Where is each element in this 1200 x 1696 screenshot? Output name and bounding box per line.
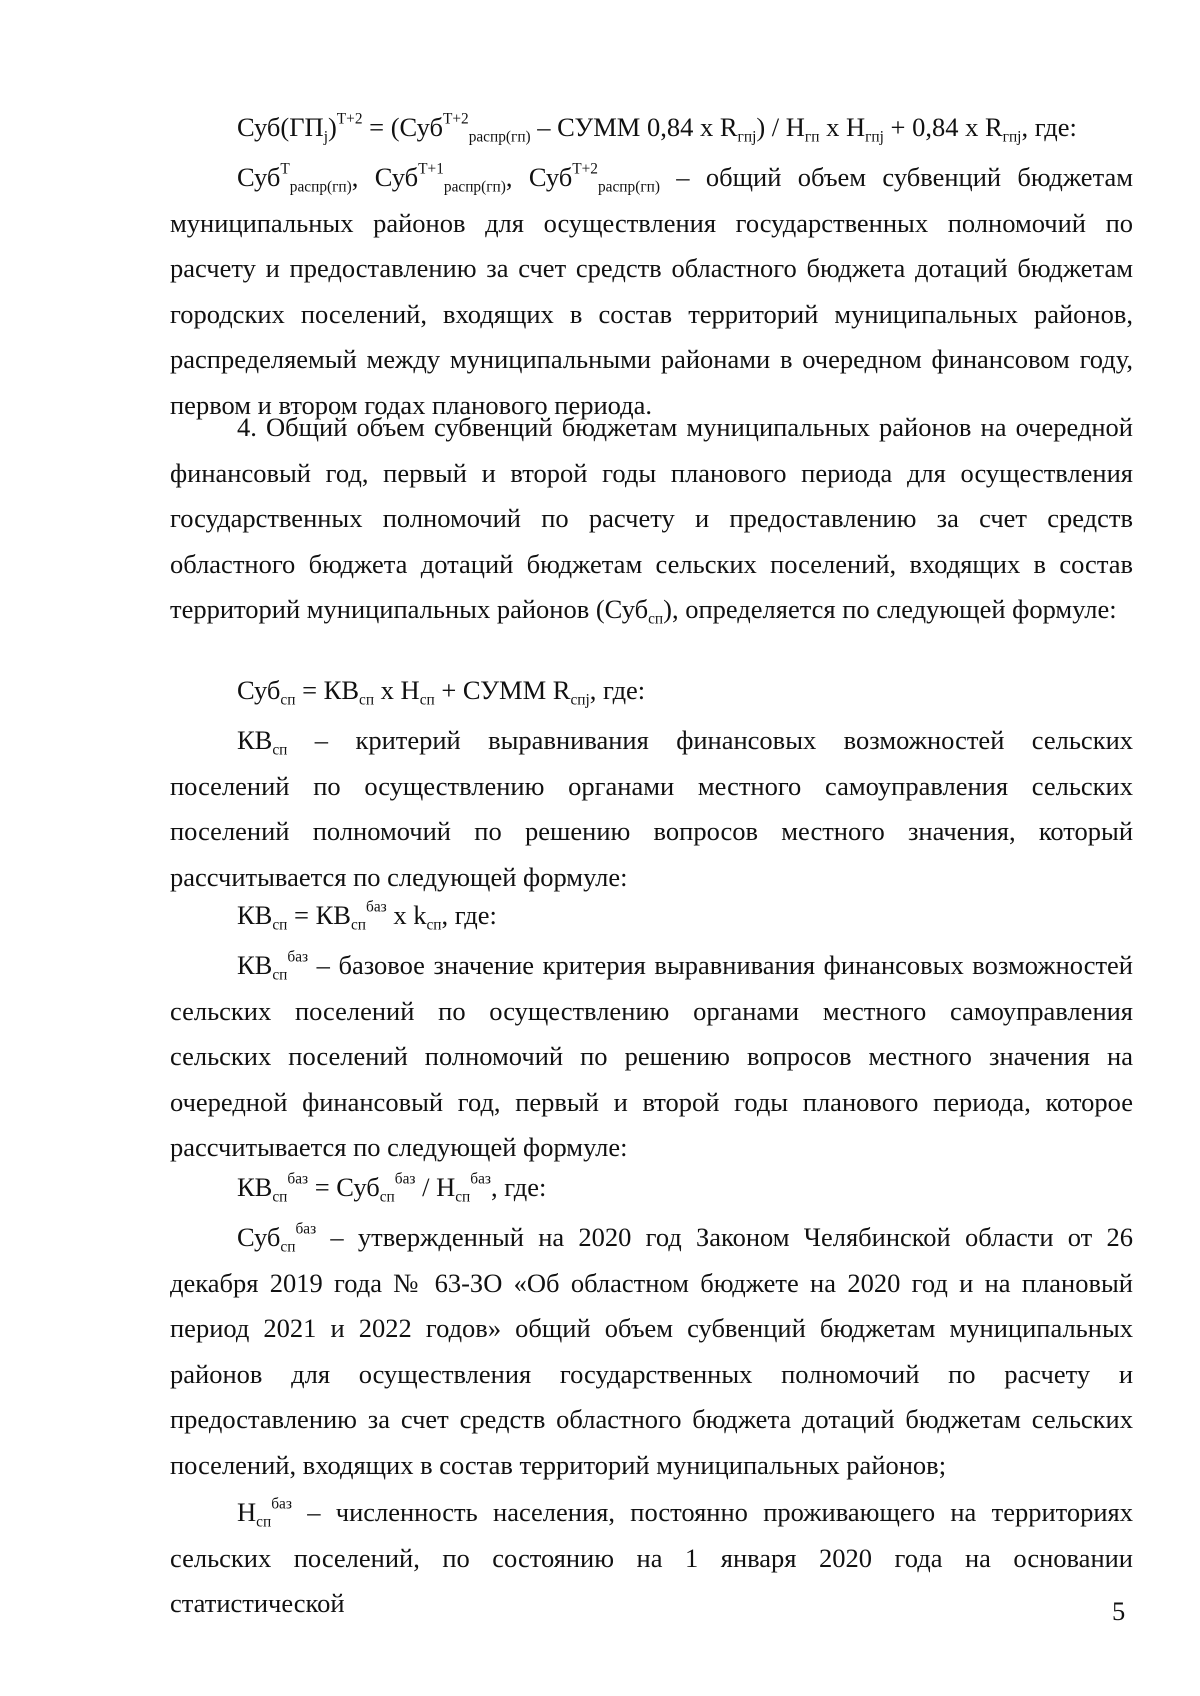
formula-subscript: гпj [1002, 128, 1022, 146]
formula-text: + 0,84 x R [883, 112, 1003, 142]
paragraph-definition-kv-base [170, 943, 1133, 1171]
formula-subscript: сп [426, 916, 442, 934]
formula-subscript: сп [280, 691, 296, 709]
paragraph-text: – общий объем субвенций бюджетам муниципальных районов для осуществления государственных полномочий по расчету и предоставлению за счет средств областного бюджета дотаций бюджетам городских поселений, входящих в состав территорий муниципальных районов, распределяемый между муниципальными районами в очередном финансовом году, первом и втором годах планового периода. [170, 162, 1134, 420]
formula-subscript: сп [359, 691, 375, 709]
term-subscript: распр(гп) [289, 178, 352, 196]
formula-text: Суб(ГП [237, 112, 324, 142]
formula-subscript: спj [570, 691, 590, 709]
formula-text: + СУММ R [434, 675, 571, 705]
term-subscript: сп [272, 966, 288, 984]
formula-superscript: баз [394, 1170, 416, 1188]
term-text: , Суб [351, 162, 419, 192]
formula-subscript: гп [804, 128, 820, 146]
formula-superscript: Т+2 [442, 110, 469, 128]
formula-text: x k [386, 900, 427, 930]
formula-subsidy-sp [237, 675, 646, 709]
formula-text: Суб [237, 675, 281, 705]
formula-superscript: Т+2 [336, 110, 363, 128]
term-superscript: баз [287, 948, 309, 966]
term-text: , Суб [505, 162, 573, 192]
formula-subscript: j [323, 128, 328, 146]
formula-subscript: гпj [737, 128, 757, 146]
paragraph-definition-sub-base [170, 1215, 1133, 1489]
formula-subscript: сп [455, 1188, 471, 1206]
term-subscript: сп [280, 1238, 296, 1256]
formula-superscript: баз [366, 898, 387, 916]
paragraph-definition-population-base [170, 1490, 1133, 1627]
term-superscript: Т+2 [572, 160, 598, 178]
paragraph-definition-subsidies-gp [170, 155, 1133, 429]
paragraph-text: – утвержденный на 2020 год Законом Челябинской области от 26 декабря 2019 года № 63-ЗО «Об областном бюджете на 2020 год и на плановый период 2021 и 2022 годов» общий объем субвенций бюджетам муниципальных районов для осуществления государственных полномочий по расчету и предоставлению за счет средств областного бюджета дотаций бюджетам сельских поселений, входящих в состав территорий муниципальных районов; [170, 1222, 1133, 1480]
term-superscript: Т [280, 160, 290, 178]
formula-text: x Н [374, 675, 420, 705]
term-text: Суб [237, 1222, 281, 1252]
formula-subscript: сп [272, 916, 288, 934]
term-text: КВ [237, 950, 273, 980]
formula-subscript: сп [379, 1188, 395, 1206]
formula-superscript: баз [287, 1170, 309, 1188]
formula-text: , где: [589, 675, 646, 705]
formula-subscript: сп [272, 1188, 288, 1206]
formula-text: ) [327, 112, 337, 142]
paragraph-item-4 [170, 405, 1133, 633]
formula-text: x Н [819, 112, 866, 142]
term-superscript: Т+1 [418, 160, 444, 178]
formula-text: = КВ [295, 675, 359, 705]
formula-text: КВ [237, 900, 273, 930]
paragraph-text: – численность населения, постоянно проживающего на территориях сельских поселений, по состоянию на 1 января 2020 года на основании статистической [170, 1497, 1133, 1619]
formula-text: , где: [490, 1172, 547, 1202]
term-subscript: сп [256, 1513, 272, 1531]
formula-text: , где: [1021, 112, 1077, 142]
paragraph-definition-kv [170, 718, 1133, 900]
formula-text: ) / Н [756, 112, 805, 142]
page-number: 5 [1112, 1596, 1126, 1626]
formula-text: КВ [237, 1172, 273, 1202]
formula-text: , где: [441, 900, 497, 930]
formula-kv [237, 898, 497, 934]
formula-subscript: сп [419, 691, 435, 709]
paragraph-text: 4. Общий объем субвенций бюджетам муниципальных районов на очередной финансовый год, первый и второй годы планового периода для осуществления государственных полномочий по расчету и предоставлению за счет средств областного бюджета дотаций бюджетам сельских поселений, входящих в состав территорий муниципальных районов (Суб [170, 412, 1133, 625]
term-superscript: баз [295, 1220, 317, 1238]
term-superscript: баз [271, 1495, 292, 1513]
formula-superscript: баз [470, 1170, 491, 1188]
paragraph-text: ), определяется по следующей формуле: [663, 594, 1117, 625]
formula-text: = (Суб [362, 112, 443, 142]
term-subscript: сп [648, 610, 664, 628]
term-subscript: распр(гп) [597, 178, 660, 196]
paragraph-text: – базовое значение критерия выравнивания финансовых возможностей сельских поселений по осуществлению органами местного самоуправления сельских поселений полномочий по решению вопросов местного значения на очередной финансовый год, первый и второй годы планового периода, которое рассчитывается по следующей формуле: [170, 950, 1133, 1163]
formula-text: = КВ [287, 900, 351, 930]
formula-kv-base [237, 1170, 547, 1206]
formula-subscript: сп [350, 916, 366, 934]
formula-text: / Н [415, 1172, 456, 1202]
formula-subscript: распр(гп) [468, 128, 531, 146]
formula-subscript: гпj [865, 128, 884, 146]
term-subscript: распр(гп) [443, 178, 506, 196]
term-subscript: сп [272, 741, 288, 759]
term-text: КВ [237, 725, 273, 755]
formula-text: = Суб [308, 1172, 380, 1202]
formula-text: – СУММ 0,84 x R [530, 112, 738, 142]
paragraph-text: – критерий выравнивания финансовых возможностей сельских поселений по осуществлению органами местного самоуправления сельских поселений полномочий по решению вопросов местного значения, который рассчитывается по следующей формуле: [170, 725, 1133, 892]
formula-subsidy-gp [237, 110, 1077, 146]
term-text: Суб [237, 162, 281, 192]
term-text: Н [237, 1497, 257, 1527]
